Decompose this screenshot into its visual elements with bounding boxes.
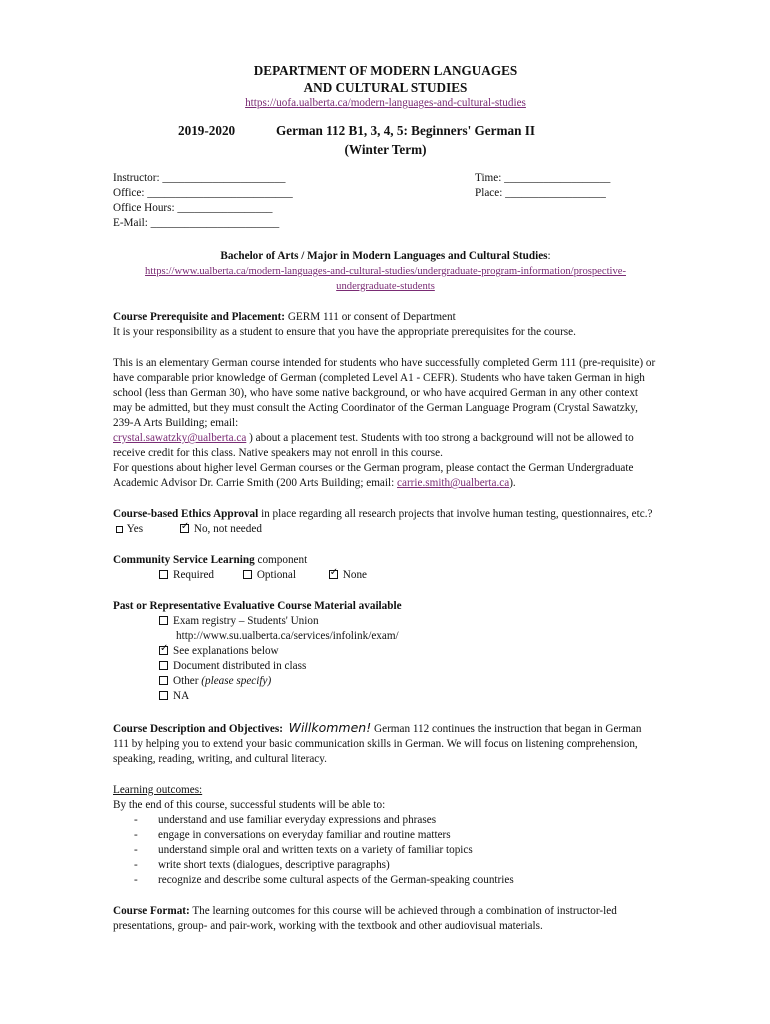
description-text: German 112 continues the instruction that began in German 111 by helping you to extend your basic communication skills in German. We will focus on listening comprehension, speaking, reading, writing, and cultural literacy. — [113, 723, 642, 765]
course-title — [113, 121, 658, 140]
place-field: Place: __________________ — [475, 187, 606, 199]
course-format-section — [113, 904, 658, 934]
carrie-email-link[interactable]: carrie.smith@ualberta.ca — [397, 477, 510, 489]
see-explanations-checkbox[interactable] — [159, 646, 168, 655]
ethics-text: in place regarding all research projects that involve human testing, questionnaires, etc.? — [258, 508, 653, 520]
na-label: NA — [173, 690, 190, 702]
csl-label: Community Service Learning — [113, 554, 255, 566]
document-page — [113, 62, 658, 934]
elementary-paragraph — [113, 356, 658, 461]
department-url-link[interactable]: https://uofa.ualberta.ca/modern-languages-and-cultural-studies — [245, 97, 526, 109]
ethics-no-label: No, not needed — [193, 523, 262, 535]
ba-url-link-line-1[interactable]: https://www.ualberta.ca/modern-languages-and-cultural-studies/undergraduate-program-information/prospective- — [145, 266, 626, 277]
exam-registry-checkbox[interactable] — [159, 616, 168, 625]
other-specify: (please specify) — [201, 675, 272, 687]
csl-optional-checkbox[interactable] — [243, 570, 252, 579]
ethics-no-checkbox[interactable] — [180, 524, 189, 533]
course-term: (Winter Term) — [344, 142, 427, 157]
department-line-1: DEPARTMENT OF MODERN LANGUAGES — [253, 63, 518, 78]
csl-required-checkbox[interactable] — [159, 570, 168, 579]
csl-options — [159, 568, 658, 583]
list-item: - understand simple oral and written texts on a variety of familiar topics — [113, 843, 658, 858]
prerequisite-responsibility: It is your responsibility as a student to ensure that you have the appropriate prerequisites for the course. — [113, 326, 576, 338]
na-checkbox[interactable] — [159, 691, 168, 700]
csl-section — [113, 553, 658, 568]
prerequisite-text: GERM 111 or consent of Department — [285, 311, 456, 323]
ba-colon: : — [547, 250, 551, 262]
description-section — [113, 720, 658, 767]
office-field: Office: __________________________ — [113, 187, 293, 199]
past-material-heading — [113, 599, 658, 614]
other-label: Other — [173, 675, 202, 687]
document-checkbox[interactable] — [159, 661, 168, 670]
department-heading — [113, 62, 658, 96]
other-checkbox[interactable] — [159, 676, 168, 685]
learning-outcomes-heading: Learning outcomes: — [113, 784, 203, 796]
elementary-text: This is an elementary German course intended for students who have successfully completed Germ 111 (pre-requisite) or have comparable prior knowledge of German (completed Level A1 - CEFR). Students who have taken German in high school (less than German 30), who have some native background, or who have acquired German in any other context may be admitted, but they must consult the Acting Coordinator of the German Language Program (Crystal Sawatzky, 239-A Arts Building; email: — [113, 357, 656, 429]
ethics-section — [113, 507, 658, 537]
department-line-2: AND CULTURAL STUDIES — [303, 80, 468, 95]
instructor-info — [113, 171, 658, 235]
exam-registry-url: http://www.su.ualberta.ca/services/infolink/exam/ — [176, 630, 399, 642]
ethics-label: Course-based Ethics Approval — [113, 508, 259, 520]
email-field: E-Mail: _______________________ — [113, 217, 280, 229]
list-item: - engage in conversations on everyday familiar and routine matters — [113, 828, 658, 843]
ethics-yes-checkbox[interactable] — [116, 526, 123, 533]
csl-text: component — [254, 554, 308, 566]
list-item: - understand and use familiar everyday expressions and phrases — [113, 813, 658, 828]
description-label: Course Description and Objectives: — [113, 723, 283, 735]
advisor-paragraph — [113, 461, 658, 491]
past-material-label: Past or Representative Evaluative Course Material available — [113, 600, 402, 612]
list-item: - recognize and describe some cultural aspects of the German-speaking countries — [113, 873, 658, 888]
crystal-email-link[interactable]: crystal.sawatzky@ualberta.ca — [113, 432, 247, 444]
time-field: Time: ___________________ — [475, 172, 611, 184]
ba-heading — [113, 249, 658, 264]
elementary-text-end: ) about a placement test. Students with too strong a background will not be allowed to receive credit for this class. Native speakers may not enroll in this course. — [113, 432, 634, 459]
exam-registry-label: Exam registry – Students' Union — [173, 615, 319, 627]
csl-optional-label: Optional — [256, 569, 296, 581]
course-name: German 112 B1, 3, 4, 5: Beginners' German II — [276, 123, 535, 138]
advisor-text-end: ). — [509, 477, 516, 489]
course-format-label: Course Format: — [113, 905, 190, 917]
academic-year: 2019-2020 — [178, 123, 236, 138]
prerequisite-section — [113, 310, 658, 325]
course-format-text: The learning outcomes for this course will be achieved through a combination of instructor-led presentations, group- and pair-work, working with the textbook and other audiovisual materials. — [113, 905, 617, 932]
ethics-yes-label: Yes — [126, 523, 144, 535]
list-item: - write short texts (dialogues, descriptive paragraphs) — [113, 858, 658, 873]
ba-url-link-line-2[interactable]: undergraduate-students — [336, 281, 435, 292]
csl-required-label: Required — [173, 569, 215, 581]
instructor-field: Instructor: ______________________ — [113, 172, 286, 184]
learning-outcomes-list — [113, 813, 658, 888]
see-explanations-label: See explanations below — [173, 645, 279, 657]
office-hours-field: Office Hours: _________________ — [113, 202, 273, 214]
past-material-options — [159, 614, 658, 704]
csl-none-label: None — [342, 569, 367, 581]
csl-none-checkbox[interactable] — [329, 570, 338, 579]
willkommen-text: Willkommen! — [288, 720, 372, 735]
document-label: Document distributed in class — [173, 660, 307, 672]
advisor-text: For questions about higher level German courses or the German program, please contact the German Undergraduate Academic Advisor Dr. Carrie Smith (200 Arts Building; email: — [113, 462, 634, 489]
ba-label: Bachelor of Arts / Major in Modern Languages and Cultural Studies — [220, 250, 548, 262]
prerequisite-label: Course Prerequisite and Placement: — [113, 311, 286, 323]
learning-outcomes-intro: By the end of this course, successful students will be able to: — [113, 799, 386, 811]
